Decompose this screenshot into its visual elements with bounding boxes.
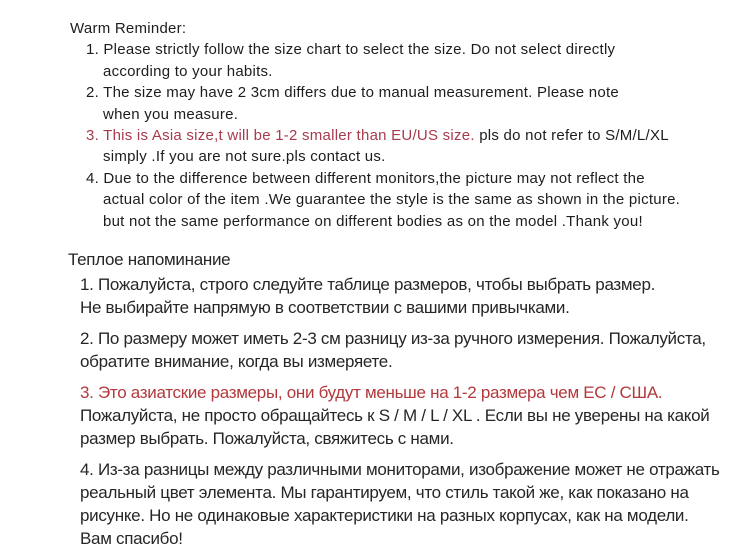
english-reminder-section <box>0 18 750 232</box>
russian-item-1 <box>0 273 750 319</box>
english-item-2-line-1: 2. The size may have 2 3cm differs due to manual measurement. Please note <box>86 84 619 102</box>
russian-item-1-line-1: 1. Пожалуйста, строго следуйте таблице размеров, чтобы выбрать размер. <box>80 275 656 294</box>
russian-item-2-line-1: 2. По размеру может иметь 2-3 см разницу из-за ручного измерения. Пожалуйста, <box>80 329 706 348</box>
russian-item-4-line-4: Вам спасибо! <box>80 529 183 548</box>
asia-size-warning-black-text: pls do not refer to S/M/L/XL <box>474 127 669 145</box>
russian-section-title: Теплое напоминание <box>68 250 231 269</box>
english-section-title: Warm Reminder: <box>70 20 187 37</box>
english-item-1-line-1: 1. Please strictly follow the size chart to select the size. Do not select directly <box>86 41 616 59</box>
russian-item-4-line-2: реальный цвет элемента. Мы гарантируем, что стиль такой же, как показано на <box>80 483 689 502</box>
english-item-3-line-1 <box>0 125 750 146</box>
english-item-4-line-3: but not the same performance on different bodies as on the model .Thank you! <box>103 212 643 230</box>
russian-item-1-line-2: Не выбирайте напрямую в соответствии с вашими привычками. <box>80 298 570 317</box>
russian-asia-size-warning-red-line: 3. Это азиатские размеры, они будут меньше на 1-2 размера чем ЕС / США. <box>80 383 663 402</box>
russian-item-3-line-3: размер выбрать. Пожалуйста, свяжитесь с нами. <box>80 429 454 448</box>
english-item-4-line-1: 4. Due to the difference between different monitors,the picture may not reflect the <box>86 169 645 187</box>
english-item-1-line-2: according to your habits. <box>103 62 273 80</box>
russian-item-4 <box>0 458 750 550</box>
russian-item-4-line-3: рисунке. Но не одинаковые характеристики на разных корпусах, как на модели. <box>80 506 689 525</box>
russian-item-4-line-1: 4. Из-за разницы между различными мониторами, изображение может не отражать <box>80 460 720 479</box>
english-item-4-line-2: actual color of the item .We guarantee the style is the same as shown in the picture. <box>103 191 681 209</box>
russian-item-2 <box>0 327 750 373</box>
russian-item-3-line-2: Пожалуйста, не просто обращайтесь к S / M / L / XL . Если вы не уверены на какой <box>80 406 710 425</box>
english-item-3-line-2: simply .If you are not sure.pls contact us. <box>103 148 386 166</box>
russian-item-2-line-2: обратите внимание, когда вы измеряете. <box>80 352 393 371</box>
russian-reminder-section <box>0 248 750 550</box>
english-item-2-line-2: when you measure. <box>103 105 239 123</box>
asia-size-warning-red-text: 3. This is Asia size,t will be 1-2 smaller than EU/US size. <box>86 127 475 145</box>
russian-item-3 <box>0 381 750 450</box>
